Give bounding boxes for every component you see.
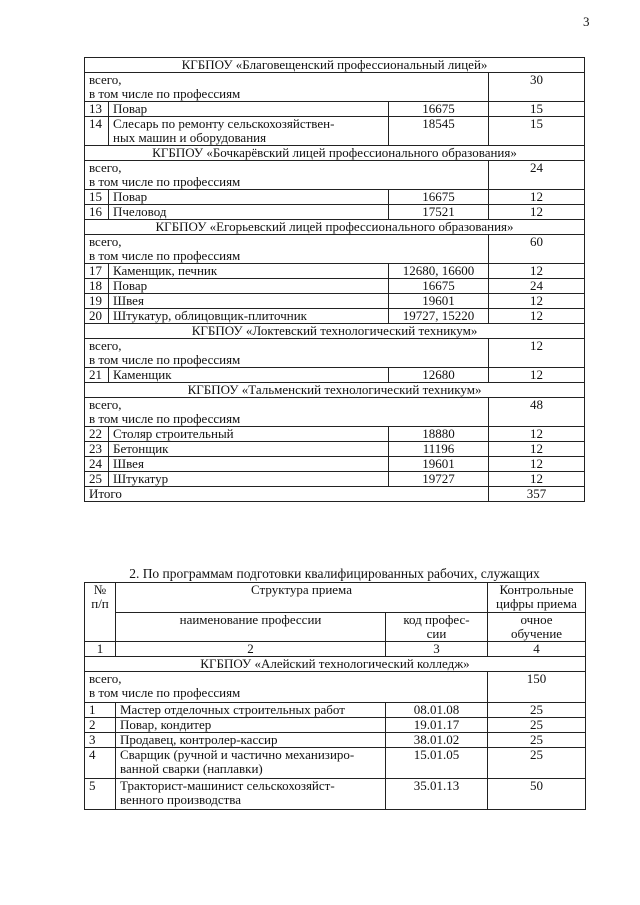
total-label: всего, в том числе по профессиям: [85, 339, 489, 368]
profession-name: Каменщик, печник: [109, 264, 389, 279]
table-row: [85, 309, 585, 324]
row-number: 25: [85, 472, 109, 487]
row-number: 23: [85, 442, 109, 457]
admission-count: 12: [489, 264, 585, 279]
row-number: 20: [85, 309, 109, 324]
profession-code: 18880: [389, 427, 489, 442]
admission-count: 25: [488, 748, 586, 779]
profession-code: 11196: [389, 442, 489, 457]
institution-row: [85, 220, 585, 235]
institution-row: [85, 657, 586, 672]
row-number: 18: [85, 279, 109, 294]
row-number: 15: [85, 190, 109, 205]
section-heading: 2. По программам подготовки квалифицированных рабочих, служащих: [129, 566, 540, 581]
table-row: [85, 117, 585, 146]
admission-count: 12: [489, 427, 585, 442]
admission-table-continued: [84, 57, 585, 502]
admission-count: 12: [489, 472, 585, 487]
grand-total-value: 357: [489, 487, 585, 502]
row-number: 17: [85, 264, 109, 279]
admission-count: 25: [488, 703, 586, 718]
total-value: 48: [489, 398, 585, 427]
institution-name: КГБПОУ «Алейский технологический колледж»: [85, 657, 586, 672]
institution-name: КГБПОУ «Тальменский технологический техникум»: [85, 383, 585, 398]
institution-name: КГБПОУ «Бочкарёвский лицей профессионального образования»: [85, 146, 585, 161]
header-row: [85, 583, 586, 613]
total-value: 150: [488, 672, 586, 703]
column-number: 4: [488, 642, 586, 657]
total-row: [85, 161, 585, 190]
row-number: 21: [85, 368, 109, 383]
profession-code: 19601: [389, 457, 489, 472]
profession-code: 16675: [389, 102, 489, 117]
institution-row: [85, 146, 585, 161]
row-number: 14: [85, 117, 109, 146]
profession-name: Повар: [109, 279, 389, 294]
admission-count: 12: [489, 368, 585, 383]
admission-count: 15: [489, 117, 585, 146]
admission-count: 12: [489, 442, 585, 457]
table-row: [85, 748, 586, 779]
table-row: [85, 718, 586, 733]
header-profession-name: наименование профессии: [116, 612, 386, 642]
grand-total-label: Итого: [85, 487, 489, 502]
profession-code: 12680: [389, 368, 489, 383]
header-structure: Структура приема: [116, 583, 488, 613]
profession-code: 35.01.13: [386, 779, 488, 810]
total-label: всего, в том числе по профессиям: [85, 672, 488, 703]
table-row: [85, 733, 586, 748]
profession-code: 18545: [389, 117, 489, 146]
profession-name: Слесарь по ремонту сельскохозяйствен- ных машин и оборудования: [109, 117, 389, 146]
row-number: 5: [85, 779, 116, 810]
profession-code: 12680, 16600: [389, 264, 489, 279]
profession-name: Тракторист-машинист сельскохозяйст- венного производства: [116, 779, 386, 810]
subheader-row: [85, 612, 586, 642]
profession-code: 17521: [389, 205, 489, 220]
admission-count: 50: [488, 779, 586, 810]
grand-total-row: [85, 487, 585, 502]
profession-name: Швея: [109, 294, 389, 309]
profession-name: Повар: [109, 190, 389, 205]
admission-count: 24: [489, 279, 585, 294]
total-value: 30: [489, 73, 585, 102]
row-number: 13: [85, 102, 109, 117]
profession-code: 19.01.17: [386, 718, 488, 733]
profession-name: Штукатур, облицовщик-плиточник: [109, 309, 389, 324]
table-row: [85, 442, 585, 457]
admission-count: 12: [489, 205, 585, 220]
profession-name: Швея: [109, 457, 389, 472]
profession-code: 19727: [389, 472, 489, 487]
total-value: 12: [489, 339, 585, 368]
table-row: [85, 294, 585, 309]
profession-name: Продавец, контролер-кассир: [116, 733, 386, 748]
table-row: [85, 472, 585, 487]
total-row: [85, 672, 586, 703]
profession-name: Повар, кондитер: [116, 718, 386, 733]
admission-count: 12: [489, 294, 585, 309]
table-row: [85, 779, 586, 810]
institution-row: [85, 383, 585, 398]
profession-code: 38.01.02: [386, 733, 488, 748]
total-label: всего, в том числе по профессиям: [85, 398, 489, 427]
header-profession-code: код профес- сии: [386, 612, 488, 642]
row-number: 4: [85, 748, 116, 779]
row-number: 3: [85, 733, 116, 748]
profession-name: Пчеловод: [109, 205, 389, 220]
profession-name: Каменщик: [109, 368, 389, 383]
total-value: 60: [489, 235, 585, 264]
row-number: 19: [85, 294, 109, 309]
profession-code: 16675: [389, 190, 489, 205]
profession-name: Бетонщик: [109, 442, 389, 457]
table-row: [85, 264, 585, 279]
column-number-row: [85, 642, 586, 657]
row-number: 2: [85, 718, 116, 733]
column-number: 3: [386, 642, 488, 657]
profession-code: 15.01.05: [386, 748, 488, 779]
profession-name: Штукатур: [109, 472, 389, 487]
column-number: 2: [116, 642, 386, 657]
row-number: 24: [85, 457, 109, 472]
total-label: всего, в том числе по профессиям: [85, 235, 489, 264]
row-number: 1: [85, 703, 116, 718]
column-number: 1: [85, 642, 116, 657]
table-row: [85, 102, 585, 117]
total-row: [85, 398, 585, 427]
profession-code: 16675: [389, 279, 489, 294]
table-row: [85, 703, 586, 718]
profession-code: 19727, 15220: [389, 309, 489, 324]
profession-name: Повар: [109, 102, 389, 117]
institution-name: КГБПОУ «Благовещенский профессиональный лицей»: [85, 58, 585, 73]
header-full-time: очное обучение: [488, 612, 586, 642]
table-row: [85, 368, 585, 383]
total-label: всего, в том числе по профессиям: [85, 161, 489, 190]
table-row: [85, 279, 585, 294]
page-number: 3: [583, 14, 590, 29]
profession-name: Столяр строительный: [109, 427, 389, 442]
admission-count: 12: [489, 457, 585, 472]
admission-count: 25: [488, 733, 586, 748]
admission-count: 12: [489, 309, 585, 324]
total-value: 24: [489, 161, 585, 190]
admission-count: 15: [489, 102, 585, 117]
institution-name: КГБПОУ «Егорьевский лицей профессионального образования»: [85, 220, 585, 235]
table-row: [85, 457, 585, 472]
admission-count: 12: [489, 190, 585, 205]
admission-table-section2: [84, 582, 586, 810]
table-row: [85, 205, 585, 220]
total-row: [85, 339, 585, 368]
profession-name: Мастер отделочных строительных работ: [116, 703, 386, 718]
institution-name: КГБПОУ «Локтевский технологический техникум»: [85, 324, 585, 339]
table-row: [85, 190, 585, 205]
header-control-figures: Контрольные цифры приема: [488, 583, 586, 613]
admission-count: 25: [488, 718, 586, 733]
profession-name: Сварщик (ручной и частично механизиро- ванной сварки (наплавки): [116, 748, 386, 779]
profession-code: 08.01.08: [386, 703, 488, 718]
table-row: [85, 427, 585, 442]
total-label: всего, в том числе по профессиям: [85, 73, 489, 102]
row-number: 16: [85, 205, 109, 220]
header-number: № п/п: [85, 583, 116, 642]
total-row: [85, 73, 585, 102]
row-number: 22: [85, 427, 109, 442]
total-row: [85, 235, 585, 264]
institution-row: [85, 324, 585, 339]
institution-row: [85, 58, 585, 73]
profession-code: 19601: [389, 294, 489, 309]
